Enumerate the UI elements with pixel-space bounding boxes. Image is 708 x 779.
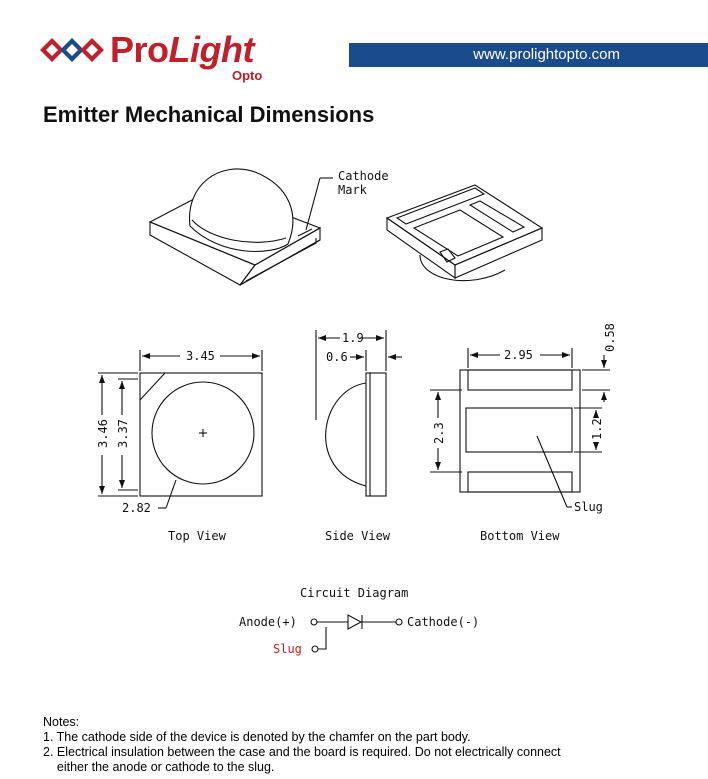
top-view-width-dim: 3.45 — [186, 349, 215, 363]
cathode-mark-label-1: Cathode — [338, 169, 389, 183]
brand-pro: Pro — [110, 29, 169, 70]
circuit-cathode-label: Cathode(-) — [407, 615, 480, 629]
side-view-total-dim: 1.9 — [342, 331, 364, 345]
circuit-title: Circuit Diagram — [300, 586, 409, 600]
bottom-view-slug-height-dim: 2.3 — [432, 422, 446, 444]
mechanical-drawing — [0, 150, 708, 670]
note-item: 2. Electrical insulation between the case and the board is required. Do not electrically connect — [43, 745, 561, 759]
bottom-view-label: Bottom View — [480, 529, 560, 543]
bottom-view-pad-dim: 0.58 — [603, 323, 617, 352]
note-item: either the anode or cathode to the slug. — [43, 760, 275, 774]
brand-logo-text — [110, 30, 254, 70]
top-view-outer-height-dim: 3.46 — [96, 419, 110, 448]
prolight-logo-mark — [38, 30, 104, 70]
cathode-mark-label-2: Mark — [338, 183, 367, 197]
bottom-view-slug-inner-dim: 1.2 — [590, 418, 604, 440]
iso-view-bottom — [387, 185, 542, 281]
page-title: Emitter Mechanical Dimensions — [43, 102, 375, 127]
circuit-anode-label: Anode(+) — [239, 615, 297, 629]
bottom-view — [430, 348, 610, 507]
bottom-view-slug-label: Slug — [574, 500, 603, 514]
website-bar — [349, 43, 708, 67]
bottom-view-width-dim: 2.95 — [504, 348, 533, 362]
notes-heading: Notes: — [43, 715, 80, 729]
side-view-body-dim: 0.6 — [326, 350, 348, 364]
top-view-inner-height-dim: 3.37 — [116, 419, 130, 448]
brand-subtitle: Opto — [232, 68, 263, 83]
top-view-diameter-dim: 2.82 — [122, 501, 151, 515]
notes-section — [43, 715, 561, 775]
iso-view-top — [150, 169, 333, 285]
circuit-diagram — [311, 615, 402, 652]
top-view-label: Top View — [168, 529, 226, 543]
website-url[interactable]: www.prolightopto.com — [473, 46, 620, 63]
brand-light: Light — [168, 29, 254, 70]
circuit-slug-label: Slug — [273, 642, 302, 656]
note-item: 1. The cathode side of the device is denoted by the chamfer on the part body. — [43, 730, 471, 744]
side-view-label: Side View — [325, 529, 391, 543]
